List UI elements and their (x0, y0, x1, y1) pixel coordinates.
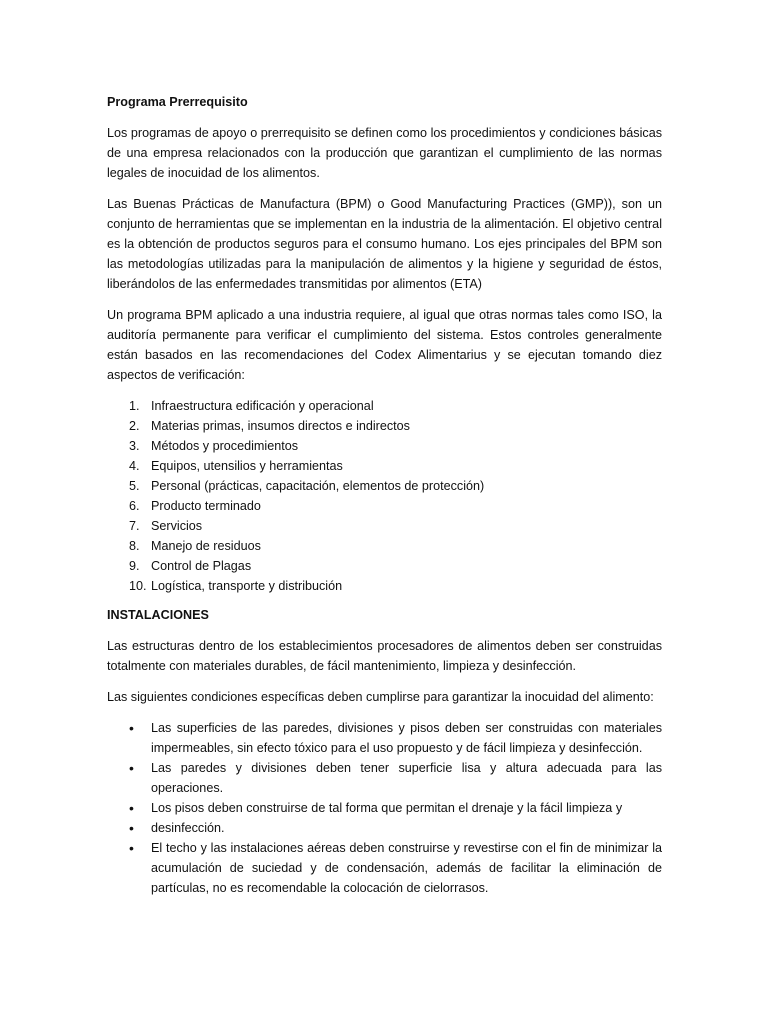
paragraph-audit: Un programa BPM aplicado a una industria requiere, al igual que otras normas tales como ISO, la auditoría permanente para verificar el cumplimiento del sistema. Estos controles generalmente están basados en las recomendaciones del Codex Alimentarius y se ejecutan tomando diez aspectos de verificación: (107, 308, 662, 382)
list-item-number: 7. (129, 519, 140, 533)
paragraph-definition: Los programas de apoyo o prerrequisito se definen como los procedimientos y condiciones básicas de una empresa relacionados con la producción que garantizan el cumplimiento de las normas legales de inocuidad de los alimentos. (107, 126, 662, 180)
bullet-icon: • (129, 840, 134, 856)
bullet-icon: • (129, 820, 134, 836)
list-item-text: Materias primas, insumos directos e indirectos (151, 419, 410, 433)
list-item (107, 838, 662, 898)
paragraph-structures: Las estructuras dentro de los establecimientos procesadores de alimentos deben ser construidas totalmente con materiales durables, de fácil mantenimiento, limpieza y desinfección. (107, 639, 662, 673)
bullet-icon: • (129, 760, 134, 776)
list-item-number: 4. (129, 459, 140, 473)
paragraph-conditions-intro: Las siguientes condiciones específicas deben cumplirse para garantizar la inocuidad del alimento: (107, 690, 654, 704)
list-item-number: 1. (129, 399, 140, 413)
list-item-number: 10. (129, 579, 147, 593)
list-item (107, 516, 662, 536)
list-item-text: Infraestructura edificación y operacional (151, 399, 374, 413)
list-item-text: Métodos y procedimientos (151, 439, 298, 453)
list-item-text: El techo y las instalaciones aéreas deben construirse y revestirse con el fin de minimizar la acumulación de suciedad y de condensación, además de facilitar la eliminación de partículas, no es recomendable la colocación de cielorrasos. (151, 841, 662, 895)
list-item-text: Las paredes y divisiones deben tener superficie lisa y altura adecuada para las operaciones. (151, 761, 662, 795)
list-item-text: Servicios (151, 519, 203, 533)
list-item (107, 798, 662, 818)
bullet-icon: • (129, 800, 134, 816)
list-item-text: Los pisos deben construirse de tal forma que permitan el drenaje y la fácil limpieza y (151, 801, 623, 815)
list-item (107, 496, 662, 516)
aspects-list (107, 396, 662, 596)
list-item-text: Personal (prácticas, capacitación, elementos de protección) (151, 479, 485, 493)
list-item-number: 5. (129, 479, 140, 493)
list-item (107, 758, 662, 798)
list-item (107, 456, 662, 476)
list-item (107, 718, 662, 758)
section-heading: INSTALACIONES (107, 608, 209, 622)
paragraph-bpm: Las Buenas Prácticas de Manufactura (BPM) o Good Manufacturing Practices (GMP)), son un conjunto de herramientas que se implementan en la industria de la alimentación. El objetivo central es la obtención de productos seguros para el consumo humano. Los ejes principales del BPM son las metodologías utilizadas para la manipulación de alimentos y la higiene y seguridad de éstos, liberándolos de las enfermedades transmitidas por alimentos (ETA) (107, 197, 662, 291)
conditions-list (107, 718, 662, 898)
list-item-number: 9. (129, 559, 140, 573)
list-item (107, 396, 662, 416)
list-item-number: 3. (129, 439, 140, 453)
list-item (107, 536, 662, 556)
list-item-text: Control de Plagas (151, 559, 252, 573)
bullet-icon: • (129, 720, 134, 736)
list-item-text: Logística, transporte y distribución (151, 579, 343, 593)
list-item-number: 6. (129, 499, 140, 513)
document-title: Programa Prerrequisito (107, 95, 248, 109)
list-item (107, 476, 662, 496)
list-item-number: 2. (129, 419, 140, 433)
list-item (107, 556, 662, 576)
list-item-text: Las superficies de las paredes, divisiones y pisos deben ser construidas con materiales impermeables, sin efecto tóxico para el uso propuesto y de fácil limpieza y desinfección. (151, 721, 662, 755)
list-item (107, 416, 662, 436)
list-item (107, 818, 662, 838)
list-item-text: Equipos, utensilios y herramientas (151, 459, 343, 473)
list-item-number: 8. (129, 539, 140, 553)
list-item (107, 436, 662, 456)
list-item-text: Manejo de residuos (151, 539, 261, 553)
list-item (107, 576, 662, 596)
list-item-text: desinfección. (151, 821, 225, 835)
list-item-text: Producto terminado (151, 499, 261, 513)
